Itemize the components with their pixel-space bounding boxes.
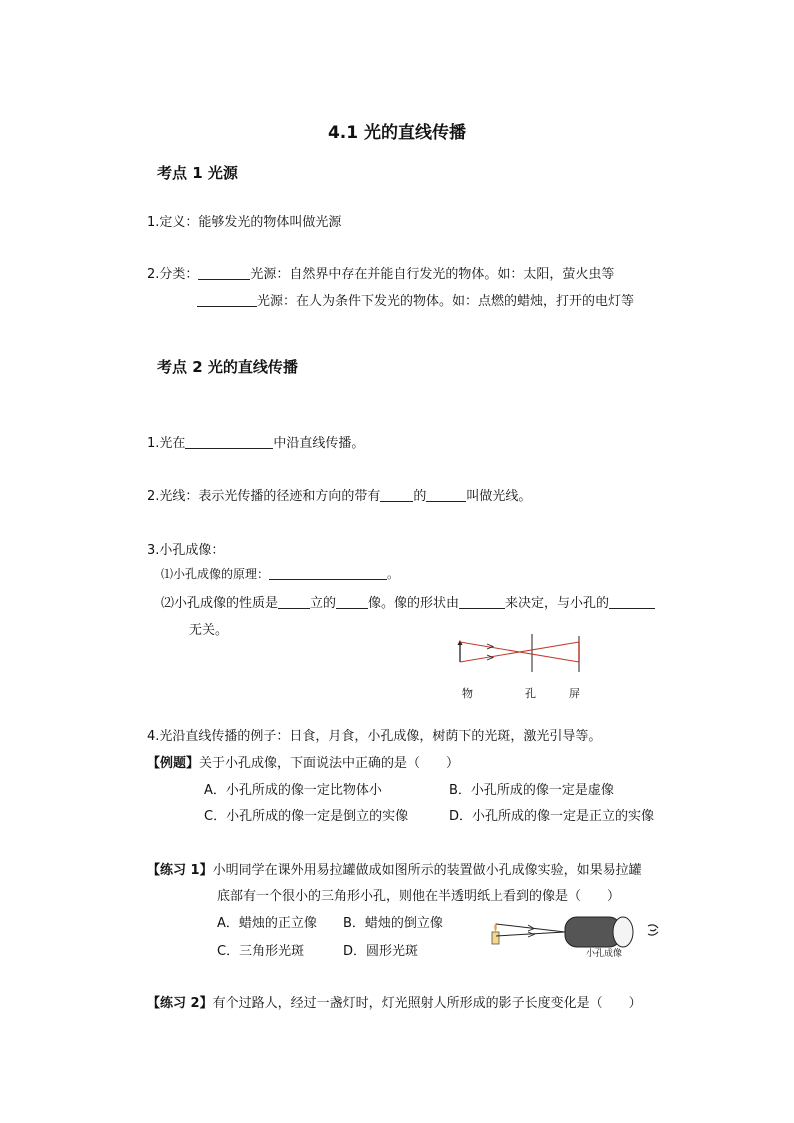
practice-1-option-a[interactable]: A．蜡烛的正立像 [217,916,317,931]
text: 中沿直线传播。 [273,436,365,451]
fill-blank[interactable] [278,595,310,609]
definition-line: 1.定义：能够发光的物体叫做光源 [147,215,342,230]
artificial-source-text: 光源：在人为条件下发光的物体。如：点燃的蜡烛，打开的电灯等 [257,294,635,309]
label-hole: 孔 [525,687,536,700]
section-1-heading: 考点 1 光源 [157,164,238,182]
example-tag: 【例题】 [147,756,200,771]
fill-blank[interactable] [380,488,413,502]
practice-1-option-c[interactable]: C．三角形光斑 [217,944,305,959]
label-screen: 屏 [569,687,580,700]
practice-2-question [147,992,642,1011]
text: 叫做光线。 [466,489,532,504]
pinhole-can-caption: 小孔成像 [586,949,623,959]
classification-prefix: 2.分类： [147,267,199,282]
example-question [147,752,459,771]
practice-1-stem-2: 底部有一个很小的三角形小孔，则他在半透明纸上看到的像是（ ） [217,889,621,904]
translucent-paper [613,917,633,947]
practice-1-question [147,859,642,878]
practice-2-stem: 有个过路人，经过一盏灯时，灯光照射人所形成的影子长度变化是（ ） [212,996,642,1011]
text: 的 [413,489,427,504]
example-option-b[interactable]: B．小孔所成的像一定是虚像 [449,783,614,798]
page-title: 4.1 光的直线传播 [327,123,467,143]
example-option-a[interactable]: A．小孔所成的像一定比物体小 [204,783,382,798]
fill-blank[interactable] [459,595,505,609]
text: 1.光在 [147,436,186,451]
light-ray-line [147,485,531,504]
section-2-heading: 考点 2 光的直线传播 [157,358,298,376]
practice-1-stem: 小明同学在课外用易拉罐做成如图所示的装置做小孔成像实验，如果易拉罐 [212,863,642,878]
fill-blank[interactable] [185,435,273,449]
example-option-c[interactable]: C．小孔所成的像一定是倒立的实像 [204,809,409,824]
example-option-d[interactable]: D．小孔所成的像一定是正立的实像 [449,809,655,824]
text: ⑴小孔成像的原理： [161,567,270,581]
fill-blank[interactable] [197,293,257,307]
practice-1-option-b[interactable]: B．蜡烛的倒立像 [343,916,443,931]
propagation-line [147,432,364,451]
text: 。 [387,567,400,581]
candle-icon [492,932,499,944]
pinhole-heading: 3.小孔成像： [147,543,225,558]
fill-blank[interactable] [609,595,655,609]
eye-icon [648,925,658,935]
text: ⑵小孔成像的性质是 [161,596,279,611]
practice-1-option-d[interactable]: D．圆形光斑 [343,944,419,959]
pinhole-property-line [161,592,655,611]
pinhole-property-end: 无关。 [189,623,229,638]
pinhole-ray-diagram [450,632,590,674]
example-stem: 关于小孔成像，下面说法中正确的是（ ） [199,756,460,771]
text: 立的 [310,596,337,611]
pinhole-principle-line [161,565,399,582]
pinhole-can-figure [488,906,664,958]
classification-line-1 [147,263,614,282]
text: 像。像的形状由 [368,596,460,611]
examples-line: 4.光沿直线传播的例子：日食，月食，小孔成像，树荫下的光斑，激光引导等。 [147,729,602,744]
fill-blank[interactable] [269,566,387,580]
fill-blank[interactable] [336,595,368,609]
natural-source-text: 光源：自然界中存在并能自行发光的物体。如：太阳，萤火虫等 [250,267,615,282]
practice-2-tag: 【练习 2】 [147,996,213,1011]
label-object: 物 [462,687,473,700]
fill-blank[interactable] [426,488,466,502]
text: 2.光线：表示光传播的径迹和方向的带有 [147,489,381,504]
text: 来决定，与小孔的 [505,596,610,611]
practice-1-tag: 【练习 1】 [147,863,213,878]
classification-line-2 [197,290,634,309]
fill-blank[interactable] [198,266,250,280]
